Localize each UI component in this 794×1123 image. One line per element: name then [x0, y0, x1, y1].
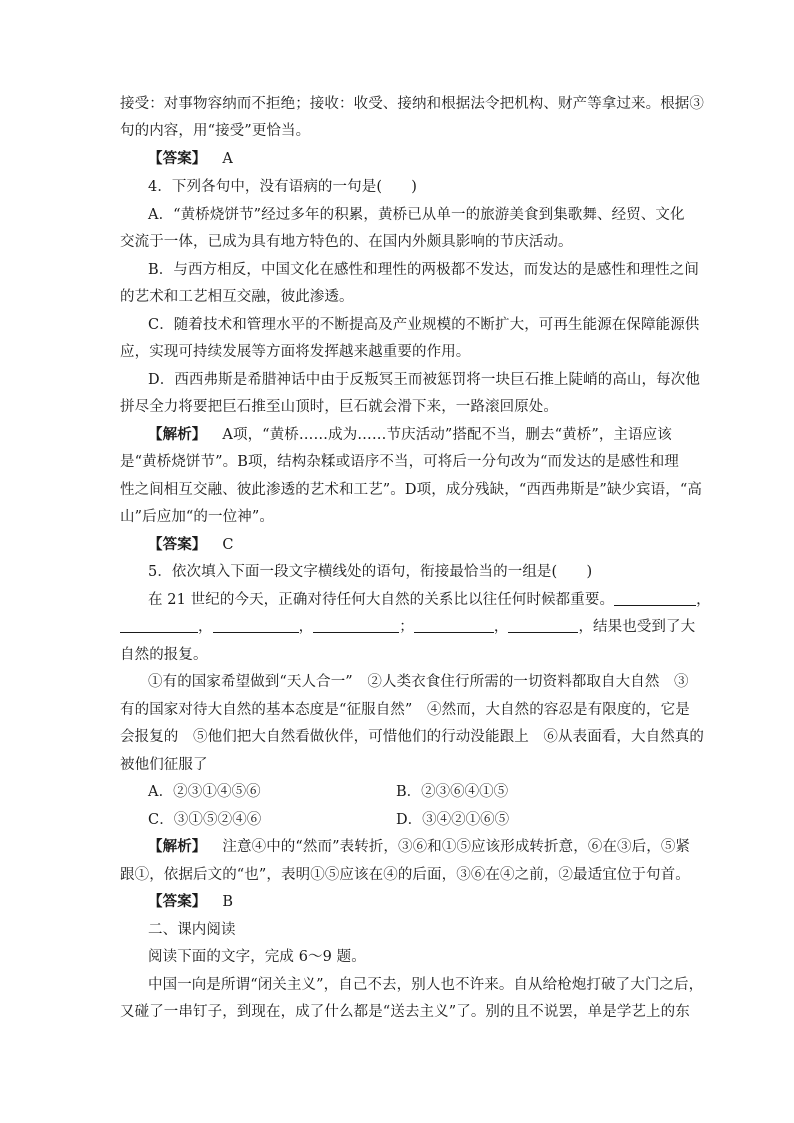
section-heading: 二、课内阅读: [148, 922, 236, 938]
option-line: 的艺术和工艺相互交融，彼此渗透。: [120, 289, 354, 305]
reading-text: 又碰了一串钉子，到现在，成了什么都是“送去主义”了。别的且不说罢，单是学艺上的东: [120, 1004, 690, 1020]
question-title: 4．下列各句中，没有语病的一句是( ): [148, 179, 418, 195]
answer-tag: 【答案】: [148, 536, 207, 553]
answer-line: [148, 150, 680, 168]
choice-b: B．②③⑥④①⑤: [396, 784, 509, 800]
answer-value: A: [222, 151, 233, 167]
text-line: 句的内容，用“接受”更恰当。: [120, 123, 311, 139]
option-line: 交流于一体，已成为具有地方特色的、在国内外颇具影响的节庆活动。: [120, 234, 573, 250]
fill-line: [120, 618, 696, 636]
punct: ，: [493, 619, 509, 635]
choice-c: C．③①⑤②④⑥: [148, 812, 262, 828]
option-line: A．“黄桥烧饼节”经过多年的积累，黄桥已从单一的旅游美食到集歌舞、经贸、文化: [148, 207, 685, 223]
analysis-line: [148, 426, 680, 444]
answer-tag: 【答案】: [148, 893, 207, 910]
answer-line: [148, 893, 680, 911]
answer-value: C: [222, 537, 234, 553]
option-line: C．随着技术和管理水平的不断提高及产业规模的不断扩大，可再生能源在保障能源供: [148, 317, 700, 333]
passage-text: ，结果也受到了大: [578, 619, 696, 635]
analysis-line: 跟①，依据后文的“也”，表明①⑤应该在④的后面，③⑥在④之前，②最适宜位于句首。: [120, 867, 690, 883]
punct: ；: [399, 619, 414, 635]
blank: [120, 618, 198, 633]
option-line: D．西西弗斯是希腊神话中由于反叛冥王而被惩罚将一块巨石推上陡峭的高山，每次他: [148, 372, 700, 388]
option-line: B．与西方相反，中国文化在感性和理性的两极都不发达，而发达的是感性和理性之间: [148, 262, 699, 278]
analysis-tag: 【解析】: [148, 426, 207, 443]
blank: [414, 618, 494, 633]
question-title: 5．依次填入下面一段文字横线处的语句，衔接最恰当的一组是( ): [148, 564, 593, 580]
punct: ，: [696, 592, 711, 608]
reading-text: 中国一向是所谓“闭关主义”，自己不去，别人也不许来。自从给枪炮打破了大门之后，: [148, 977, 704, 993]
fill-line: [148, 591, 711, 609]
blank: [614, 591, 696, 606]
option-line: 应，实现可持续发展等方面将发挥越来越重要的作用。: [120, 344, 471, 360]
punct: ，: [198, 619, 213, 635]
analysis-line: 是“黄桥烧饼节”。B项，结构杂糅或语序不当，可将后一分句改为“而发达的是感性和理: [120, 454, 679, 470]
sentence-options: 有的国家对待大自然的基本态度是“征服自然” ④然而，大自然的容忍是有限度的，它是: [120, 702, 690, 718]
answer-line: [148, 536, 680, 554]
passage-text: 在 21 世纪的今天，正确对待任何大自然的关系比以往任何时候都重要。: [148, 592, 615, 608]
answer-tag: 【答案】: [148, 150, 207, 167]
analysis-line: 性之间相互交融、彼此渗透的艺术和工艺”。D项，成分残缺，“西西弗斯是”缺少宾语，“高: [120, 482, 702, 498]
sentence-options: 被他们征服了: [120, 757, 208, 773]
fill-line: 自然的报复。: [120, 647, 208, 663]
punct: ，: [298, 619, 314, 635]
choice-a: A．②③①④⑤⑥: [148, 784, 261, 800]
blank: [213, 618, 299, 633]
analysis-text: 注意④中的“然而”表转折，③⑥和①⑤应该形成转折意，⑥在③后，⑤紧: [222, 839, 691, 855]
choice-d: D．③④②①⑥⑤: [396, 812, 510, 828]
reading-intro: 阅读下面的文字，完成 6～9 题。: [148, 949, 366, 965]
text-line: 接受：对事物容纳而不拒绝；接收：收受、接纳和根据法令把机构、财产等拿过来。根据③: [120, 96, 704, 112]
blank: [313, 618, 399, 633]
analysis-line: 山”后应加“的一位神”。: [120, 509, 274, 525]
analysis-tag: 【解析】: [148, 838, 207, 855]
option-line: 拼尽全力将要把巨石推至山顶时，巨石就会滑下来，一路滚回原处。: [120, 399, 558, 415]
answer-value: B: [222, 894, 234, 910]
blank: [508, 618, 578, 633]
analysis-line: [148, 838, 691, 856]
sentence-options: 会报复的 ⑤他们把大自然看做伙伴，可惜他们的行动没能跟上 ⑥从表面看，大自然真的: [120, 729, 704, 745]
sentence-options: ①有的国家希望做到“天人合一” ②人类衣食住行所需的一切资料都取自大自然 ③: [148, 674, 689, 690]
analysis-text: A项，“黄桥……成为……节庆活动”搭配不当，删去“黄桥”，主语应该: [222, 427, 672, 443]
